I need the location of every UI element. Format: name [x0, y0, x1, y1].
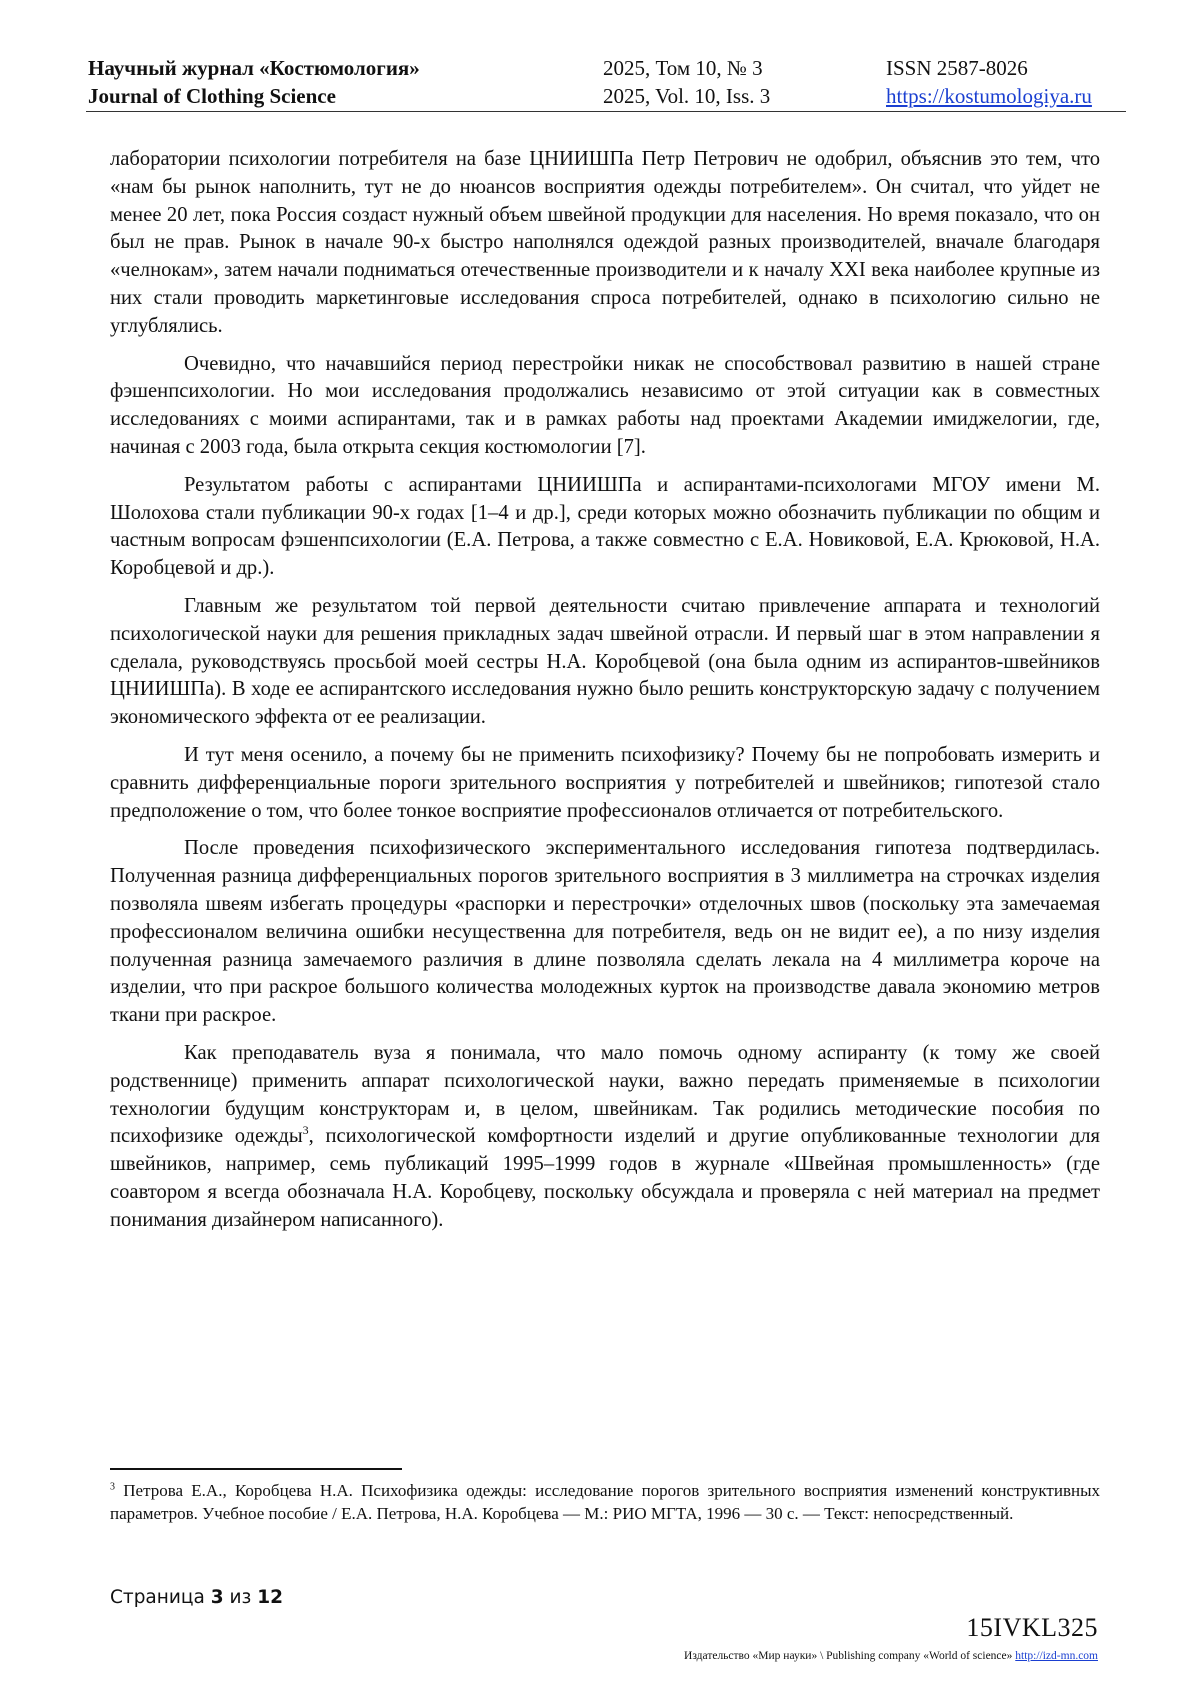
issue-ru: 2025, Том 10, № 3 [603, 56, 763, 80]
paragraph: После проведения психофизического экспериментального исследования гипотеза подтвердилась. Полученная разница дифференциальных порогов зрительного восприятия в 3 миллиметра на строчках изделия позволяла швеям избегать процедуры «распорки и перестрочки» отделочных швов (поскольку эта замечаемая профессионалом величина ошибки несущественна для потребителя, ведь он не видит ее), а по низу изделия полученная разница замечаемого различия в длине позволяла сделать лекала на 4 миллиметра короче на изделии, что при раскрое большого количества молодежных курток на производстве давала экономию метров ткани при раскрое. [110, 837, 1100, 1027]
paragraph: Очевидно, что начавшийся период перестройки никак не способствовал развитию в нашей стране фэшенпсихологии. Но мои исследования продолжались независимо от этой ситуации как в совместных исследованиях с моими аспирантами, так и в рамках работы над проектами Академии имиджелогии, где, начиная с 2003 года, была открыта секция костюмологии [7]. [110, 352, 1100, 458]
issue-en: 2025, Vol. 10, Iss. 3 [603, 84, 771, 108]
article-code: 15IVKL325 [966, 1613, 1098, 1642]
footnote-mark: 3 [110, 1481, 115, 1493]
page-current: 3 [210, 1587, 224, 1608]
publisher-line [684, 1650, 1098, 1662]
paragraph [110, 1040, 1100, 1235]
footnote-text: Петрова Е.А., Коробцева Н.А. Психофизика одежды: исследование порогов зрительного восприятия изменений конструктивных параметров. Учебное пособие / Е.А. Петрова, Н.А. Коробцева — М.: РИО МГТА, 1996 — 30 с. — Текст: непосредственный. [110, 1481, 1100, 1523]
journal-website-link[interactable]: https://kostumologiya.ru [886, 84, 1092, 108]
issn-block [886, 54, 1092, 110]
paragraph: Результатом работы с аспирантами ЦНИИШПа и аспирантами-психологами МГОУ имени М. Шолохова стали публикации 90-х годах [1–4 и др.], среди которых можно обозначить публикации по общим и частным вопросам фэшенпсихологии (Е.А. Петрова, а также совместно с Е.А. Новиковой, Е.А. Крюковой, Н.А. Коробцевой и др.). [110, 473, 1100, 580]
issue-info [603, 54, 770, 110]
article-body [110, 146, 1100, 1244]
page-label: Страница [110, 1587, 205, 1608]
paragraph-text: Как преподаватель вуза я понимала, что мало помочь одному аспиранту (к тому же своей родственнице) применить аппарат психологической науки, важно передать применяемые в психологии технологии будущим конструкторам и, в целом, швейникам. Так родились методические пособия по психофизике одежды [110, 1041, 1100, 1148]
page-header [86, 50, 1126, 112]
page-number [110, 1587, 283, 1608]
footnote-reference[interactable]: 3 [302, 1123, 309, 1138]
page-of: из [229, 1587, 252, 1608]
journal-title-en: Journal of Clothing Science [88, 84, 336, 108]
page-total: 12 [257, 1587, 283, 1608]
footnote-divider [110, 1468, 402, 1470]
journal-title-ru: Научный журнал «Костюмология» [88, 56, 420, 80]
footnote [110, 1480, 1100, 1525]
paragraph: И тут меня осенило, а почему бы не применить психофизику? Почему бы не попробовать измерить и сравнить дифференциальные пороги зрительного восприятия у потребителей и швейников; гипотезой стало предположение о том, что более тонкое восприятие профессионалов отличается от потребительского. [110, 743, 1100, 822]
paragraph: лаборатории психологии потребителя на базе ЦНИИШПа Петр Петрович не одобрил, объяснив это тем, что «нам бы рынок наполнить, тут не до нюансов восприятия одежды потребителем». Он считал, что уйдет не менее 20 лет, пока Россия создаст нужный объем швейной продукции для населения. Но время показало, что он был не прав. Рынок в начале 90-х быстро наполнялся одеждой разных производителей, вначале благодаря «челнокам», затем начали подниматься отечественные производители и к началу XXI века наиболее крупные из них стали проводить маркетинговые исследования спроса потребителей, однако в психологию сильно не углублялись. [110, 148, 1100, 337]
issn: ISSN 2587-8026 [886, 56, 1028, 80]
journal-title [88, 54, 420, 110]
publisher-text: Издательство «Мир науки» \ Publishing company «World of science» [684, 1650, 1016, 1662]
paragraph: Главным же результатом той первой деятельности считаю привлечение аппарата и технологий психологической науки для решения прикладных задач швейной отрасли. И первый шаг в этом направлении я сделала, руководствуясь просьбой моей сестры Н.А. Коробцевой (она была одним из аспирантов-швейников ЦНИИШПа). В ходе ее аспирантского исследования нужно было решить конструкторскую задачу с получением экономического эффекта от ее реализации. [110, 594, 1100, 729]
paragraph-text: , психологической комфортности изделий и другие опубликованные технологии для швейников, например, семь публикаций 1995–1999 годов в журнале «Швейная промышленность» (где соавтором я всегда обозначала Н.А. Коробцеву, поскольку обсуждала и проверяла с ней материал на предмет понимания дизайнером написанного). [110, 1125, 1100, 1231]
publisher-link[interactable]: http://izd-mn.com [1015, 1650, 1098, 1662]
